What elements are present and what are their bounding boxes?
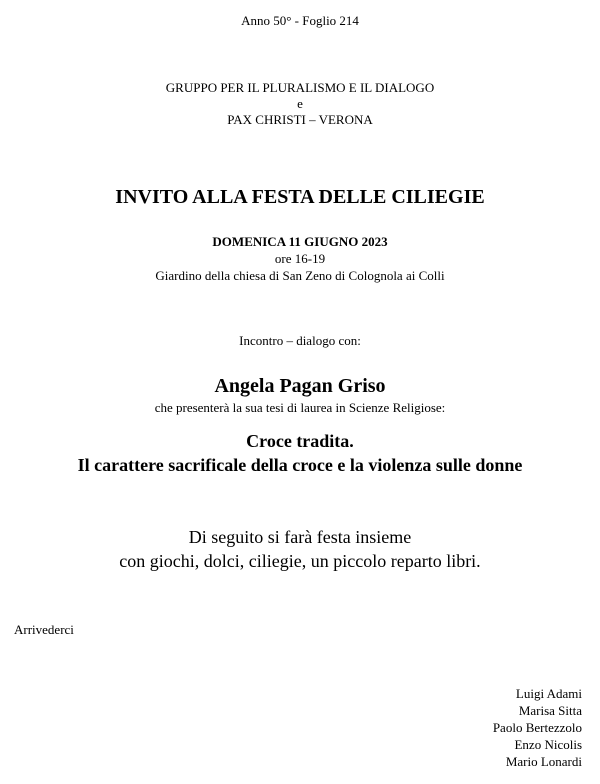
event-date: DOMENICA 11 GIUGNO 2023 [212, 234, 388, 249]
event-time: ore 16-19 [274, 251, 326, 266]
event-title: INVITO ALLA FESTA DELLE CILIEGIE [115, 186, 485, 208]
signature-2: Marisa Sitta [518, 703, 582, 718]
organizer-conjunction: e [297, 96, 303, 111]
signature-3: Paolo Bertezzolo [492, 720, 582, 735]
signature-5: Mario Lonardi [505, 754, 582, 769]
closing-greeting: Arrivederci [14, 622, 74, 637]
talk-title-line-2: Il carattere sacrificale della croce e la violenza sulle donne [77, 455, 523, 475]
speaker-note: che presenterà la sua tesi di laurea in Scienze Religiose: [154, 400, 446, 415]
meeting-intro: Incontro – dialogo con: [239, 333, 361, 348]
year-sheet-header: Anno 50° - Foglio 214 [241, 13, 359, 28]
organizer-line-1: GRUPPO PER IL PLURALISMO E IL DIALOGO [165, 80, 435, 95]
signature-4: Enzo Nicolis [514, 737, 582, 752]
signature-1: Luigi Adami [515, 686, 582, 701]
event-place: Giardino della chiesa di San Zeno di Colognola ai Colli [155, 268, 445, 283]
party-line-1: Di seguito si farà festa insieme [188, 527, 412, 547]
speaker-name: Angela Pagan Griso [214, 375, 386, 397]
talk-title-line-1: Croce tradita. [246, 431, 354, 451]
organizer-line-2: PAX CHRISTI – VERONA [227, 112, 373, 127]
party-line-2: con giochi, dolci, ciliegie, un piccolo reparto libri. [119, 551, 481, 571]
